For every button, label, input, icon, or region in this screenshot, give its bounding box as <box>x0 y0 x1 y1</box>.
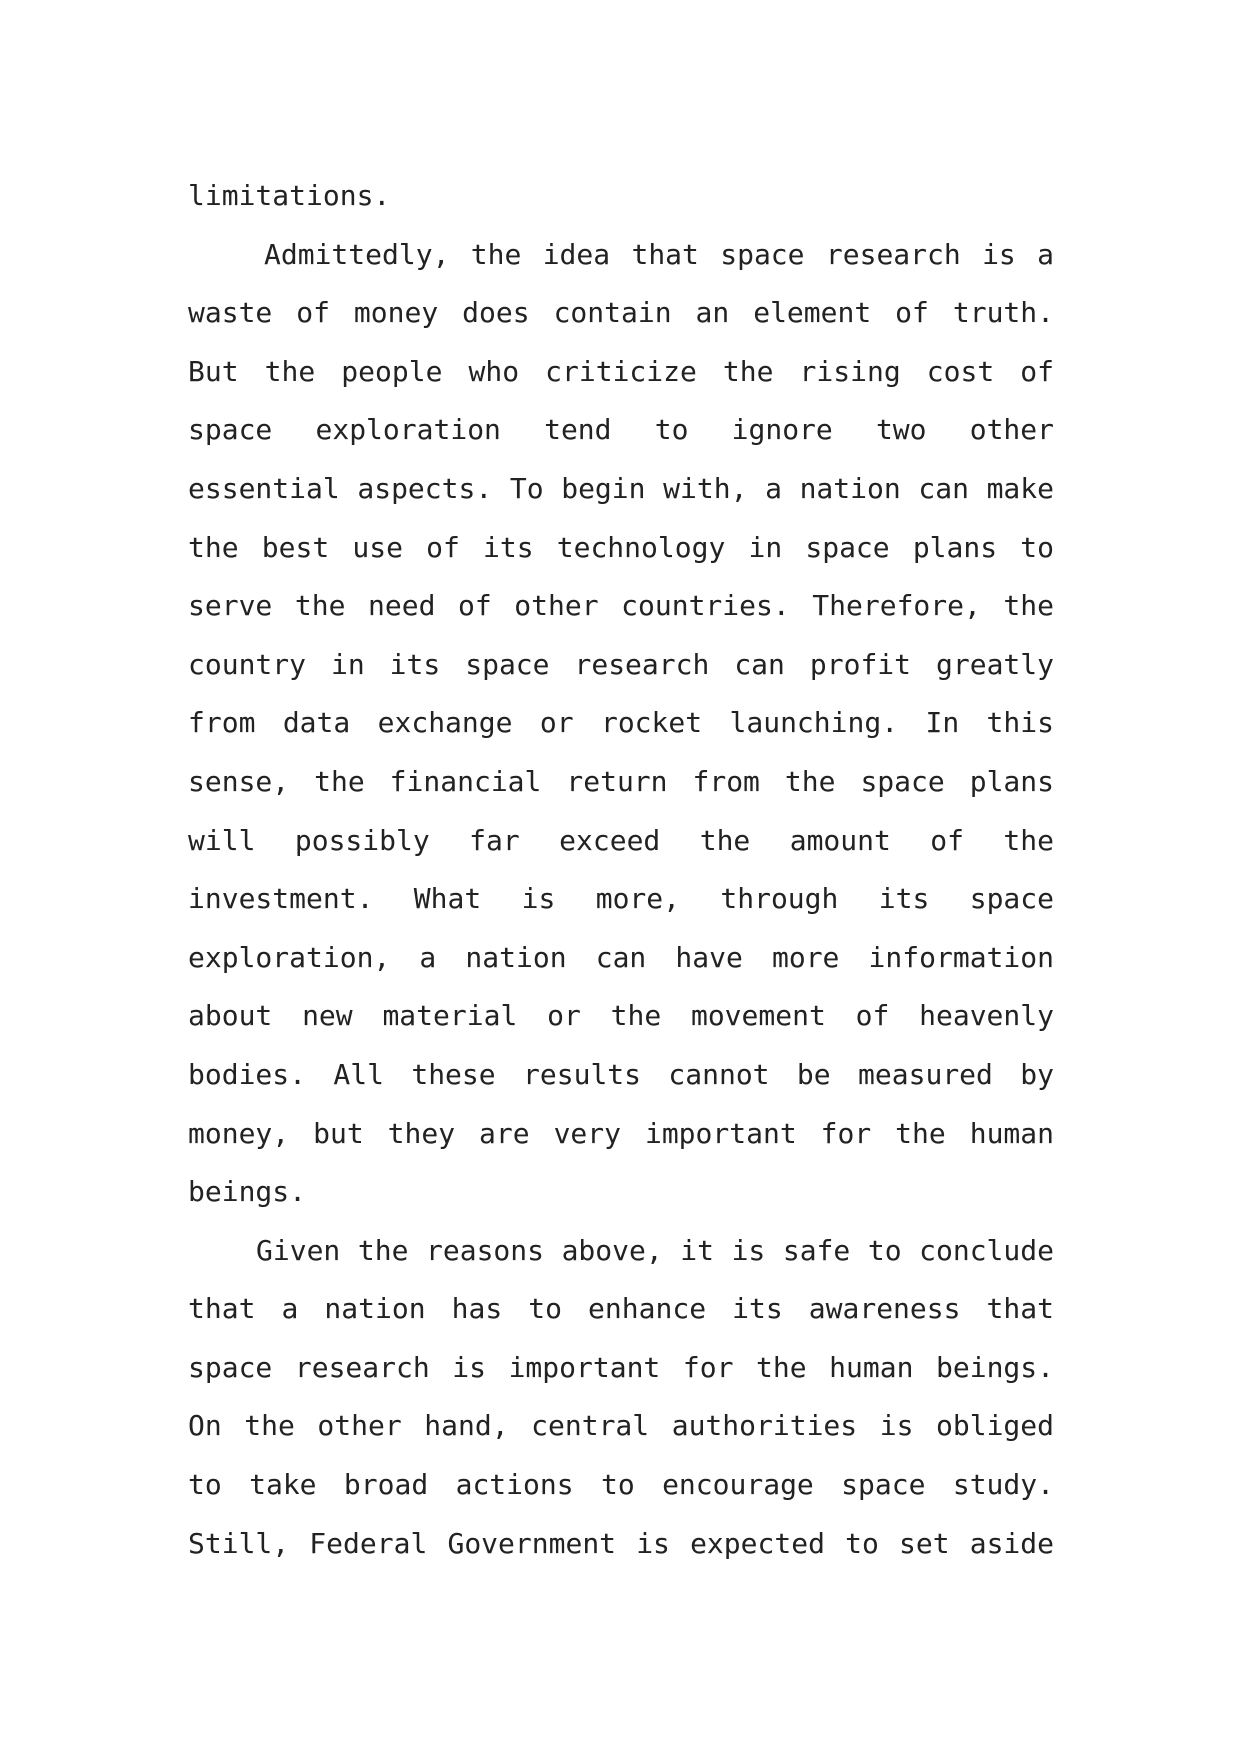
text-line: beings. <box>188 1175 307 1209</box>
text-line: But the people who criticize the rising cost of <box>188 354 1054 388</box>
text-line: space research is important for the human beings. <box>188 1350 1054 1384</box>
text-line: money, but they are very important for the human <box>188 1116 1054 1150</box>
text-line: investment. What is more, through its space <box>188 882 1054 916</box>
paragraph-first-line: Admittedly, the idea that space research is a <box>264 237 1054 271</box>
text-line: that a nation has to enhance its awareness that <box>188 1292 1054 1326</box>
paragraph-first-line: Given the reasons above, it is safe to conclude <box>256 1233 1054 1267</box>
text-line: about new material or the movement of heavenly <box>188 999 1054 1033</box>
text-line: On the other hand, central authorities is obliged <box>188 1409 1054 1443</box>
text-line: to take broad actions to encourage space study. <box>188 1468 1054 1502</box>
text-line: country in its space research can profit greatly <box>188 647 1054 681</box>
text-line: will possibly far exceed the amount of the <box>188 823 1054 857</box>
text-line: sense, the financial return from the space plans <box>188 764 1054 798</box>
text-line: the best use of its technology in space plans to <box>188 530 1054 564</box>
essay-body <box>188 167 1054 1573</box>
text-line: serve the need of other countries. Therefore, the <box>188 589 1054 623</box>
text-line: Still, Federal Government is expected to set aside <box>188 1526 1054 1560</box>
text-line: space exploration tend to ignore two other <box>188 413 1054 447</box>
text-line: exploration, a nation can have more information <box>188 940 1054 974</box>
text-line: waste of money does contain an element of truth. <box>188 296 1054 330</box>
text-line: limitations. <box>188 179 391 212</box>
text-line: bodies. All these results cannot be measured by <box>188 1057 1054 1091</box>
text-line: from data exchange or rocket launching. In this <box>188 706 1054 740</box>
text-line: essential aspects. To begin with, a nation can make <box>188 471 1054 505</box>
